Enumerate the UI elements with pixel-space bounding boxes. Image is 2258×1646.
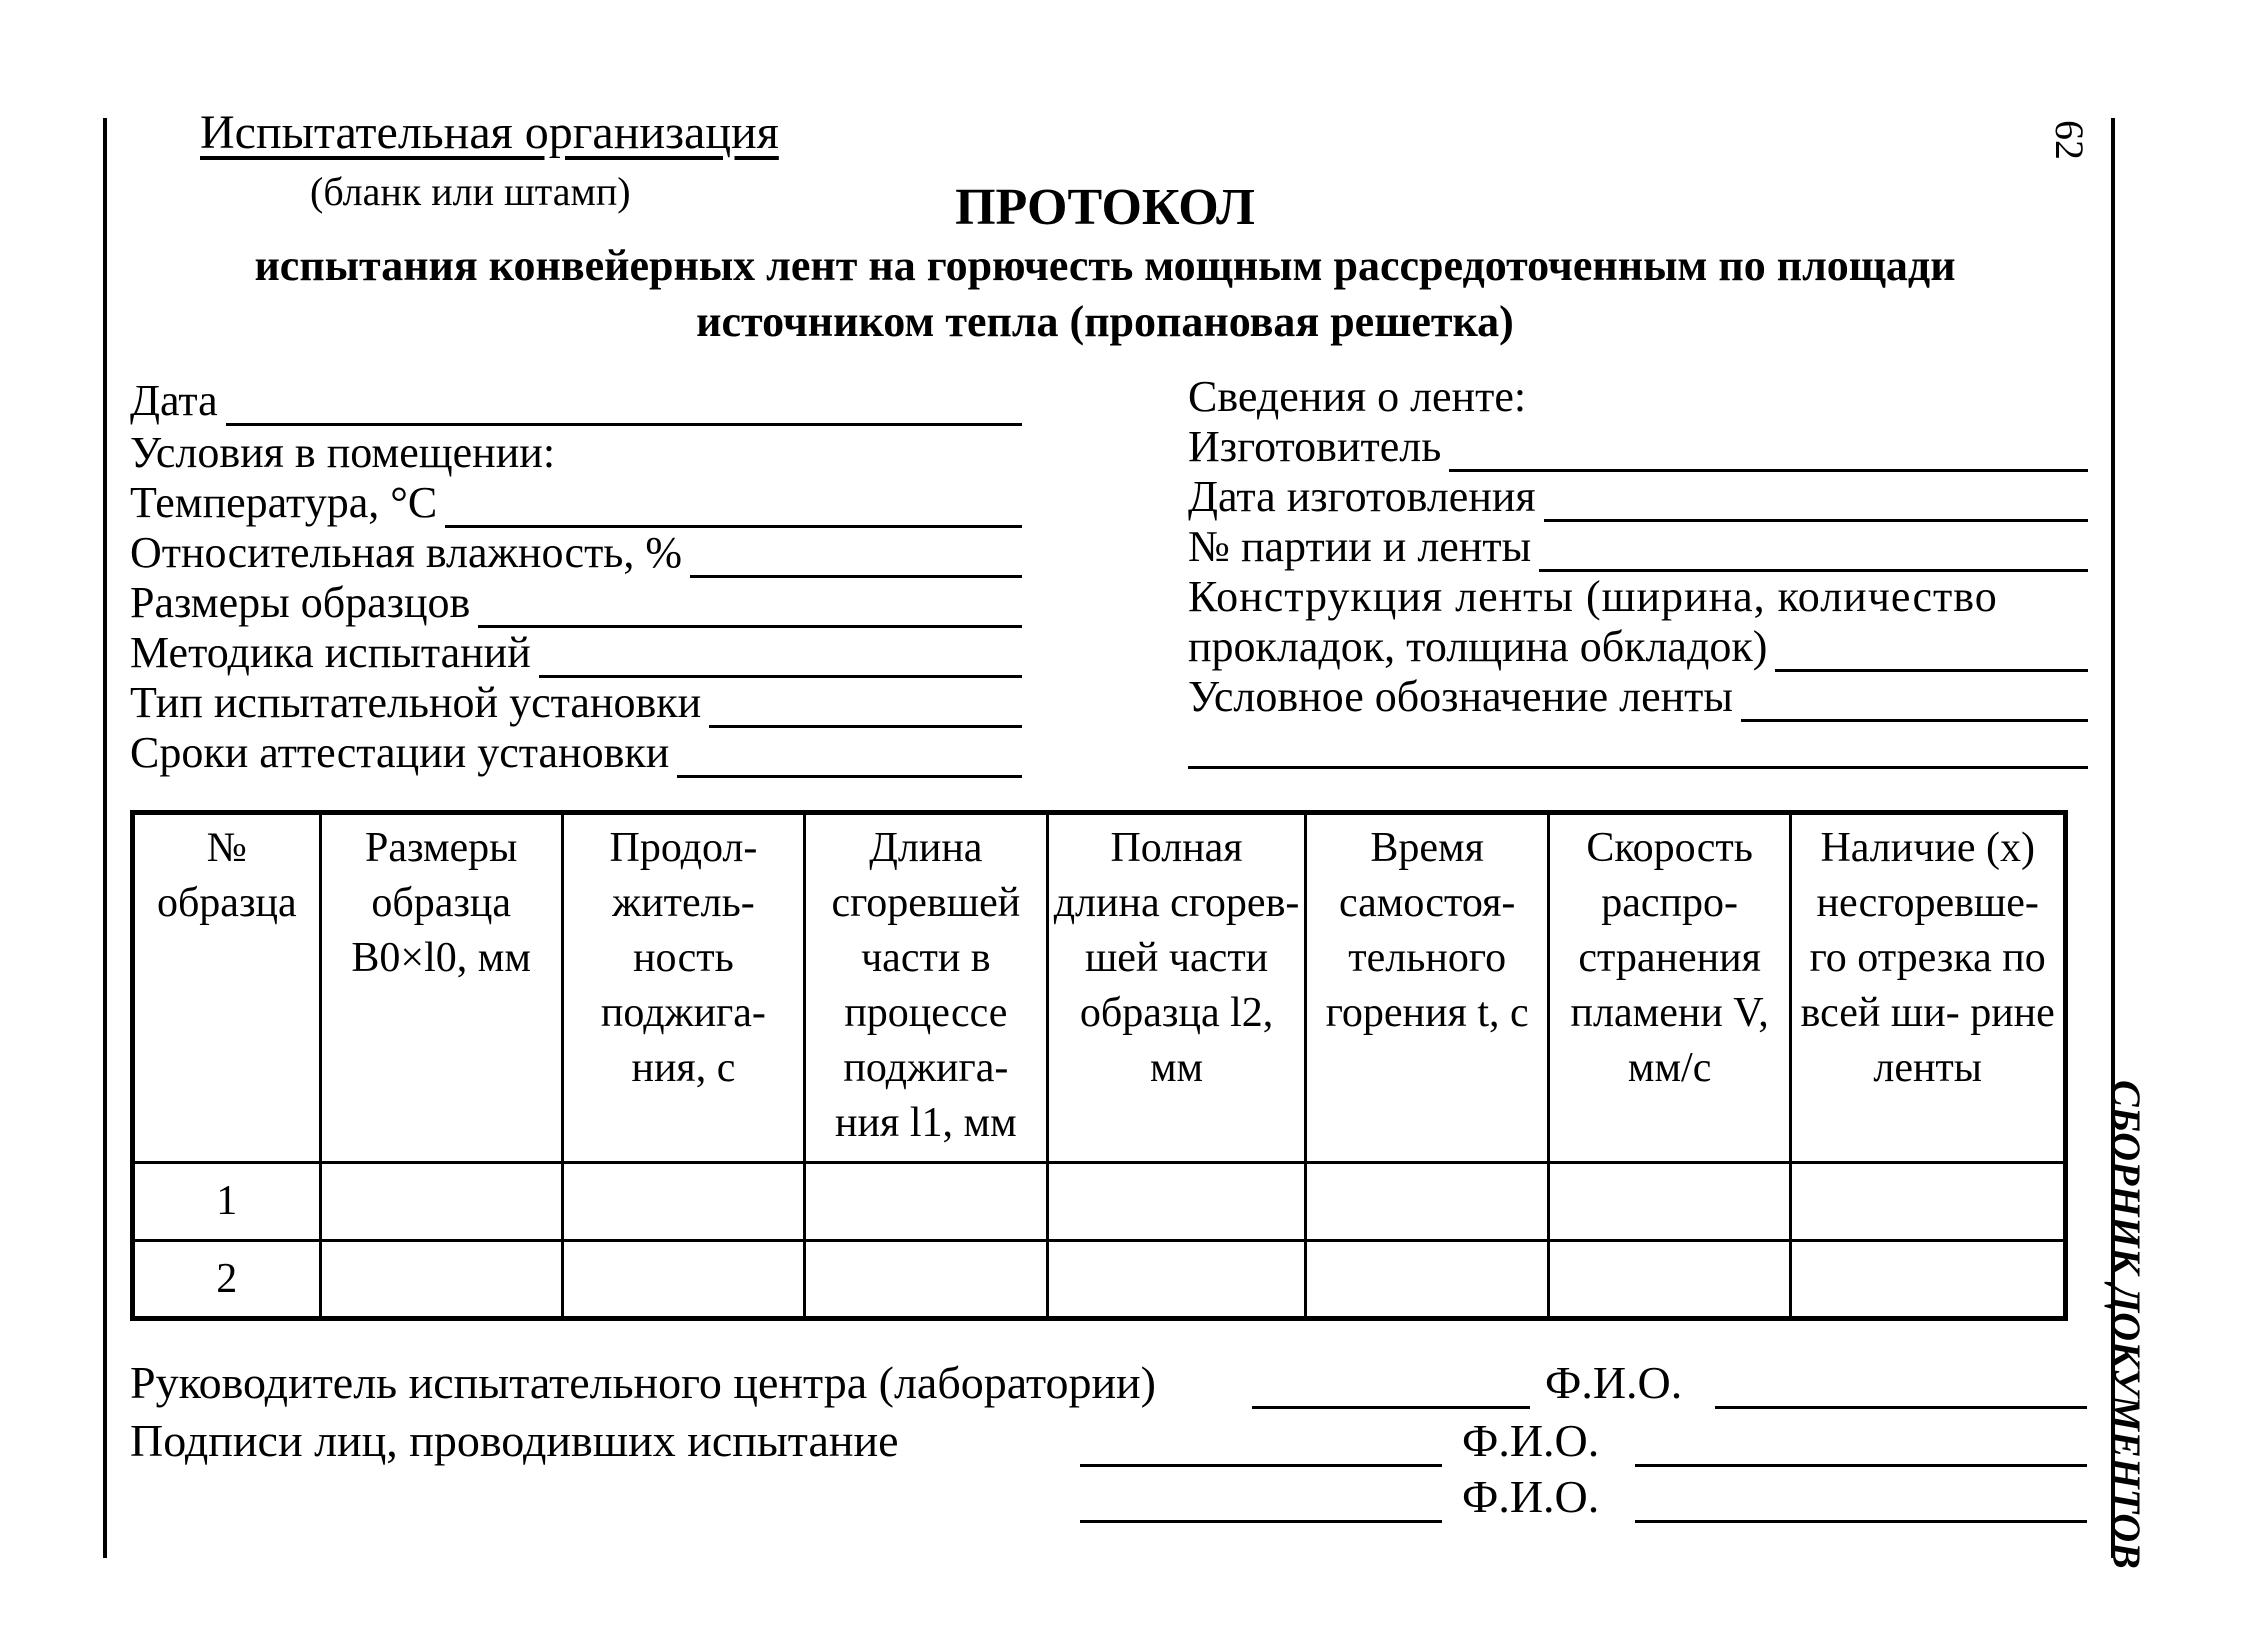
row-number-cell: 1 (133, 1163, 321, 1241)
table-cell[interactable] (1047, 1163, 1306, 1241)
col-sample-number: № образца (133, 813, 321, 1163)
field-belt-construction-label: Конструкция ленты (ширина, количество (1188, 572, 1998, 621)
field-installation-type-input[interactable] (709, 687, 1022, 728)
field-sample-sizes (130, 576, 1022, 628)
testers-label: Подписи лиц, проводивших испытание (130, 1415, 899, 1466)
field-belt-designation (1188, 670, 2088, 722)
table-row (133, 1163, 2066, 1241)
field-belt-designation-input[interactable] (1741, 681, 2088, 722)
table-row (133, 1241, 2066, 1319)
field-batch-number (1188, 520, 2088, 572)
field-temperature (130, 476, 1022, 528)
field-date (130, 374, 1022, 426)
field-manufacturer-label: Изготовитель (1188, 422, 1442, 471)
table-cell[interactable] (1791, 1241, 2066, 1319)
field-manufacture-date-label: Дата изготовления (1188, 472, 1536, 521)
collection-title: СБОРНИК ДОКУМЕНТОВ (2104, 1080, 2149, 1569)
table-cell[interactable] (805, 1241, 1048, 1319)
table-cell[interactable] (1791, 1163, 2066, 1241)
field-installation-type-label: Тип испытательной установки (130, 678, 702, 727)
row-number-cell: 2 (133, 1241, 321, 1319)
col-sample-sizes: Размеры образца B0×l0, мм (320, 813, 562, 1163)
tester1-fio-line[interactable] (1635, 1464, 2087, 1467)
head-signature-line[interactable] (1252, 1406, 1530, 1409)
field-humidity-label: Относительная влажность, % (130, 528, 683, 577)
field-date-input[interactable] (226, 385, 1022, 426)
tester1-signature-line[interactable] (1080, 1464, 1442, 1467)
field-belt-designation-label: Условное обозначение ленты (1188, 672, 1733, 721)
table-cell[interactable] (562, 1241, 804, 1319)
fio-label: Ф.И.О. (1545, 1357, 1683, 1408)
field-temperature-label: Температура, °С (130, 478, 438, 527)
table-cell[interactable] (1306, 1163, 1548, 1241)
field-room-conditions (130, 426, 1022, 478)
table-cell[interactable] (1306, 1241, 1548, 1319)
page-number: 62 (2047, 120, 2092, 160)
field-manufacture-date-input[interactable] (1544, 481, 2088, 522)
table-header-row (133, 813, 2066, 1163)
field-humidity (130, 526, 1022, 578)
field-certification-dates (130, 726, 1022, 778)
tester2-fio-line[interactable] (1635, 1520, 2087, 1523)
field-room-conditions-label: Условия в помещении: (130, 428, 556, 477)
col-burnt-length-ignition: Длина сгоревшей части в процессе поджига- ния l1, мм (805, 813, 1048, 1163)
field-manufacturer (1188, 420, 2088, 472)
field-belt-construction-cont (1188, 620, 2088, 672)
fio-label: Ф.И.О. (1462, 1471, 1600, 1522)
field-date-label: Дата (130, 376, 218, 425)
document-subtitle-line2: источником тепла (пропановая решетка) (696, 297, 1514, 346)
table-cell[interactable] (1548, 1163, 1790, 1241)
field-belt-construction-input[interactable] (1775, 631, 2088, 672)
field-manufacturer-input[interactable] (1449, 431, 2088, 472)
col-total-burnt-length: Полная длина сгорев- шей части образца l2, мм (1047, 813, 1306, 1163)
field-certification-dates-label: Сроки аттестации установки (130, 728, 670, 777)
field-installation-type (130, 676, 1022, 728)
col-ignition-duration: Продол- житель- ность поджига- ния, с (562, 813, 804, 1163)
document-title: ПРОТОКОЛ (955, 179, 1255, 236)
col-self-burning-time: Время самостоя- тельного горения t, с (1306, 813, 1548, 1163)
table-cell[interactable] (562, 1163, 804, 1241)
field-temperature-input[interactable] (445, 487, 1022, 528)
col-unburnt-segment: Наличие (х) несгоревше- го отрезка по всей ши- рине ленты (1791, 813, 2066, 1163)
field-test-method-input[interactable] (539, 637, 1022, 678)
field-belt-construction-cont-label: прокладок, толщина обкладок) (1188, 622, 1768, 671)
document-subtitle-line1: испытания конвейерных лент на горючесть мощным рассредоточенным по площади (254, 241, 1956, 290)
results-table (130, 810, 2068, 1321)
stamp-note: (бланк или штамп) (310, 169, 631, 214)
field-batch-number-label: № партии и ленты (1188, 522, 1532, 571)
testing-organization-label: Испытательная организация (200, 106, 779, 159)
field-test-method-label: Методика испытаний (130, 628, 531, 677)
fio-label: Ф.И.О. (1462, 1415, 1600, 1466)
table-cell[interactable] (320, 1241, 562, 1319)
field-belt-construction (1188, 570, 2088, 622)
table-cell[interactable] (1047, 1241, 1306, 1319)
head-of-center-label: Руководитель испытательного центра (лаборатории) (130, 1357, 1156, 1408)
field-belt-info (1188, 370, 2088, 422)
tester2-signature-line[interactable] (1080, 1520, 1442, 1523)
col-flame-speed: Скорость распро- странения пламени V, мм/с (1548, 813, 1790, 1163)
field-test-method (130, 626, 1022, 678)
head-fio-line[interactable] (1715, 1406, 2087, 1409)
field-humidity-input[interactable] (690, 537, 1022, 578)
field-belt-designation-extra-line[interactable] (1188, 766, 2088, 769)
table-cell[interactable] (1548, 1241, 1790, 1319)
table-cell[interactable] (805, 1163, 1048, 1241)
field-belt-info-label: Сведения о ленте: (1188, 372, 1527, 421)
field-sample-sizes-input[interactable] (478, 587, 1022, 628)
field-manufacture-date (1188, 470, 2088, 522)
field-batch-number-input[interactable] (1539, 531, 2088, 572)
field-certification-dates-input[interactable] (677, 737, 1022, 778)
field-sample-sizes-label: Размеры образцов (130, 578, 471, 627)
table-cell[interactable] (320, 1163, 562, 1241)
